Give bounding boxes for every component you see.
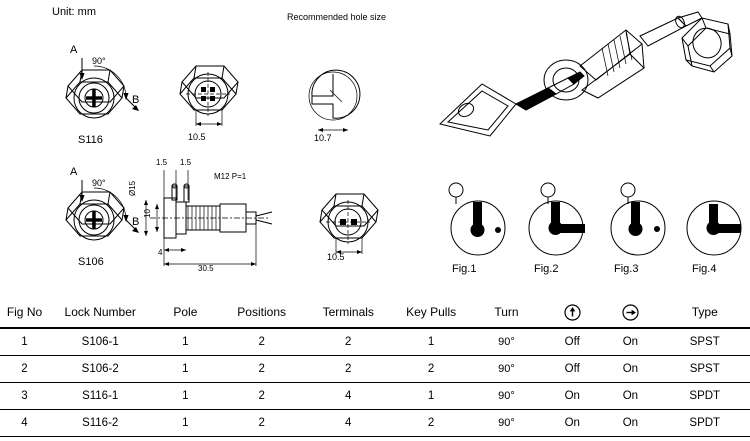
cell-up-state: Off [564,363,580,375]
cell-up-state: Off [564,336,580,348]
s116-label-b: B [132,94,140,106]
dim-105-top: 10.5 [188,132,206,142]
cell-fig-no: 4 [21,417,28,429]
cell-lock-number: S106-2 [81,363,119,375]
s116-caption: S116 [78,134,103,146]
header-terminals: Terminals [322,305,374,319]
header-key-pulls: Key Pulls [406,305,457,319]
cell-fig-no: 3 [21,390,28,402]
cell-up-state: On [564,390,580,402]
fig-4-symbol [678,180,750,258]
fig-3-label: Fig.3 [614,263,639,275]
dim-305: 30.5 [198,264,214,273]
cell-key-pulls: 1 [427,336,435,348]
fig-2-symbol [518,180,603,258]
cell-turn: 90° [498,363,515,375]
cell-positions: 2 [258,390,265,402]
dim-4: 4 [158,248,163,257]
cell-pole: 1 [182,363,189,375]
arrow-up-icon [543,300,601,328]
s106-label-b: B [132,216,140,228]
fig-1-label: Fig.1 [452,263,477,275]
header-turn: Turn [494,305,519,319]
cell-turn: 90° [498,390,515,402]
s116-front-view [38,38,148,148]
header-lock-number: Lock Number [64,305,136,319]
cell-right-state: On [622,417,639,429]
cell-positions: 2 [258,417,265,429]
table-row [0,383,750,410]
header-positions: Positions [237,305,286,319]
cell-lock-number: S116-1 [82,390,119,402]
table-header-row [0,300,750,328]
spec-table [0,300,750,437]
unit-note: Unit: mm [52,6,96,18]
dim-107-hole: 10.7 [314,133,332,143]
cell-pole: 1 [182,390,189,402]
fig-1-symbol [440,180,520,258]
dim-105-bottom: 10.5 [327,252,345,262]
cell-type: SPST [689,336,720,348]
cell-terminals: 2 [345,336,352,348]
s116-angle-90: 90° [92,56,106,66]
thread-spec: M12 P=1 [214,172,247,181]
cell-turn: 90° [498,417,515,429]
s106-angle-90: 90° [92,178,106,188]
cell-key-pulls: 1 [427,390,435,402]
cell-up-state: On [564,417,580,429]
cell-right-state: On [622,390,639,402]
dim-15-left: 1.5 [156,158,168,167]
fig-4-label: Fig.4 [692,263,717,275]
s116-rear-view [156,44,266,144]
dim-15-right: 1.5 [180,158,192,167]
cell-pole: 1 [182,336,189,348]
s106-label-a: A [70,166,78,178]
side-section-view [130,160,280,275]
cell-type: SPDT [689,390,721,402]
table-row [0,328,750,356]
fig-3-symbol [600,180,680,258]
header-type: Type [691,305,718,319]
arrow-right-icon [601,300,659,328]
header-pole: Pole [173,305,198,319]
cell-fig-no: 1 [21,336,28,348]
s116-label-a: A [70,44,78,56]
dim-diameter-15: Ø15 [128,180,137,196]
s106-rear-view [296,176,406,276]
cell-type: SPST [689,363,720,375]
cell-terminals: 4 [345,390,352,402]
cell-terminals: 2 [345,363,352,375]
cell-lock-number: S106-1 [81,336,119,348]
cell-right-state: On [622,336,639,348]
cell-key-pulls: 2 [427,417,435,429]
cell-positions: 2 [258,363,265,375]
assembly-pictorial [430,6,740,161]
table-row [0,410,750,437]
cell-right-state: On [622,363,639,375]
hole-size-note: Recommended hole size [287,12,387,22]
cell-terminals: 4 [345,417,352,429]
dim-10: 10 [143,209,152,218]
cell-key-pulls: 2 [427,363,435,375]
cell-fig-no: 2 [21,363,28,375]
cell-type: SPDT [689,417,721,429]
cell-pole: 1 [182,417,189,429]
table-row [0,356,750,383]
s106-caption: S106 [78,256,104,268]
cell-turn: 90° [498,336,515,348]
header-fig-no: Fig No [6,305,43,319]
fig-2-label: Fig.2 [534,263,559,275]
cell-lock-number: S116-2 [82,417,119,429]
cell-positions: 2 [258,336,265,348]
